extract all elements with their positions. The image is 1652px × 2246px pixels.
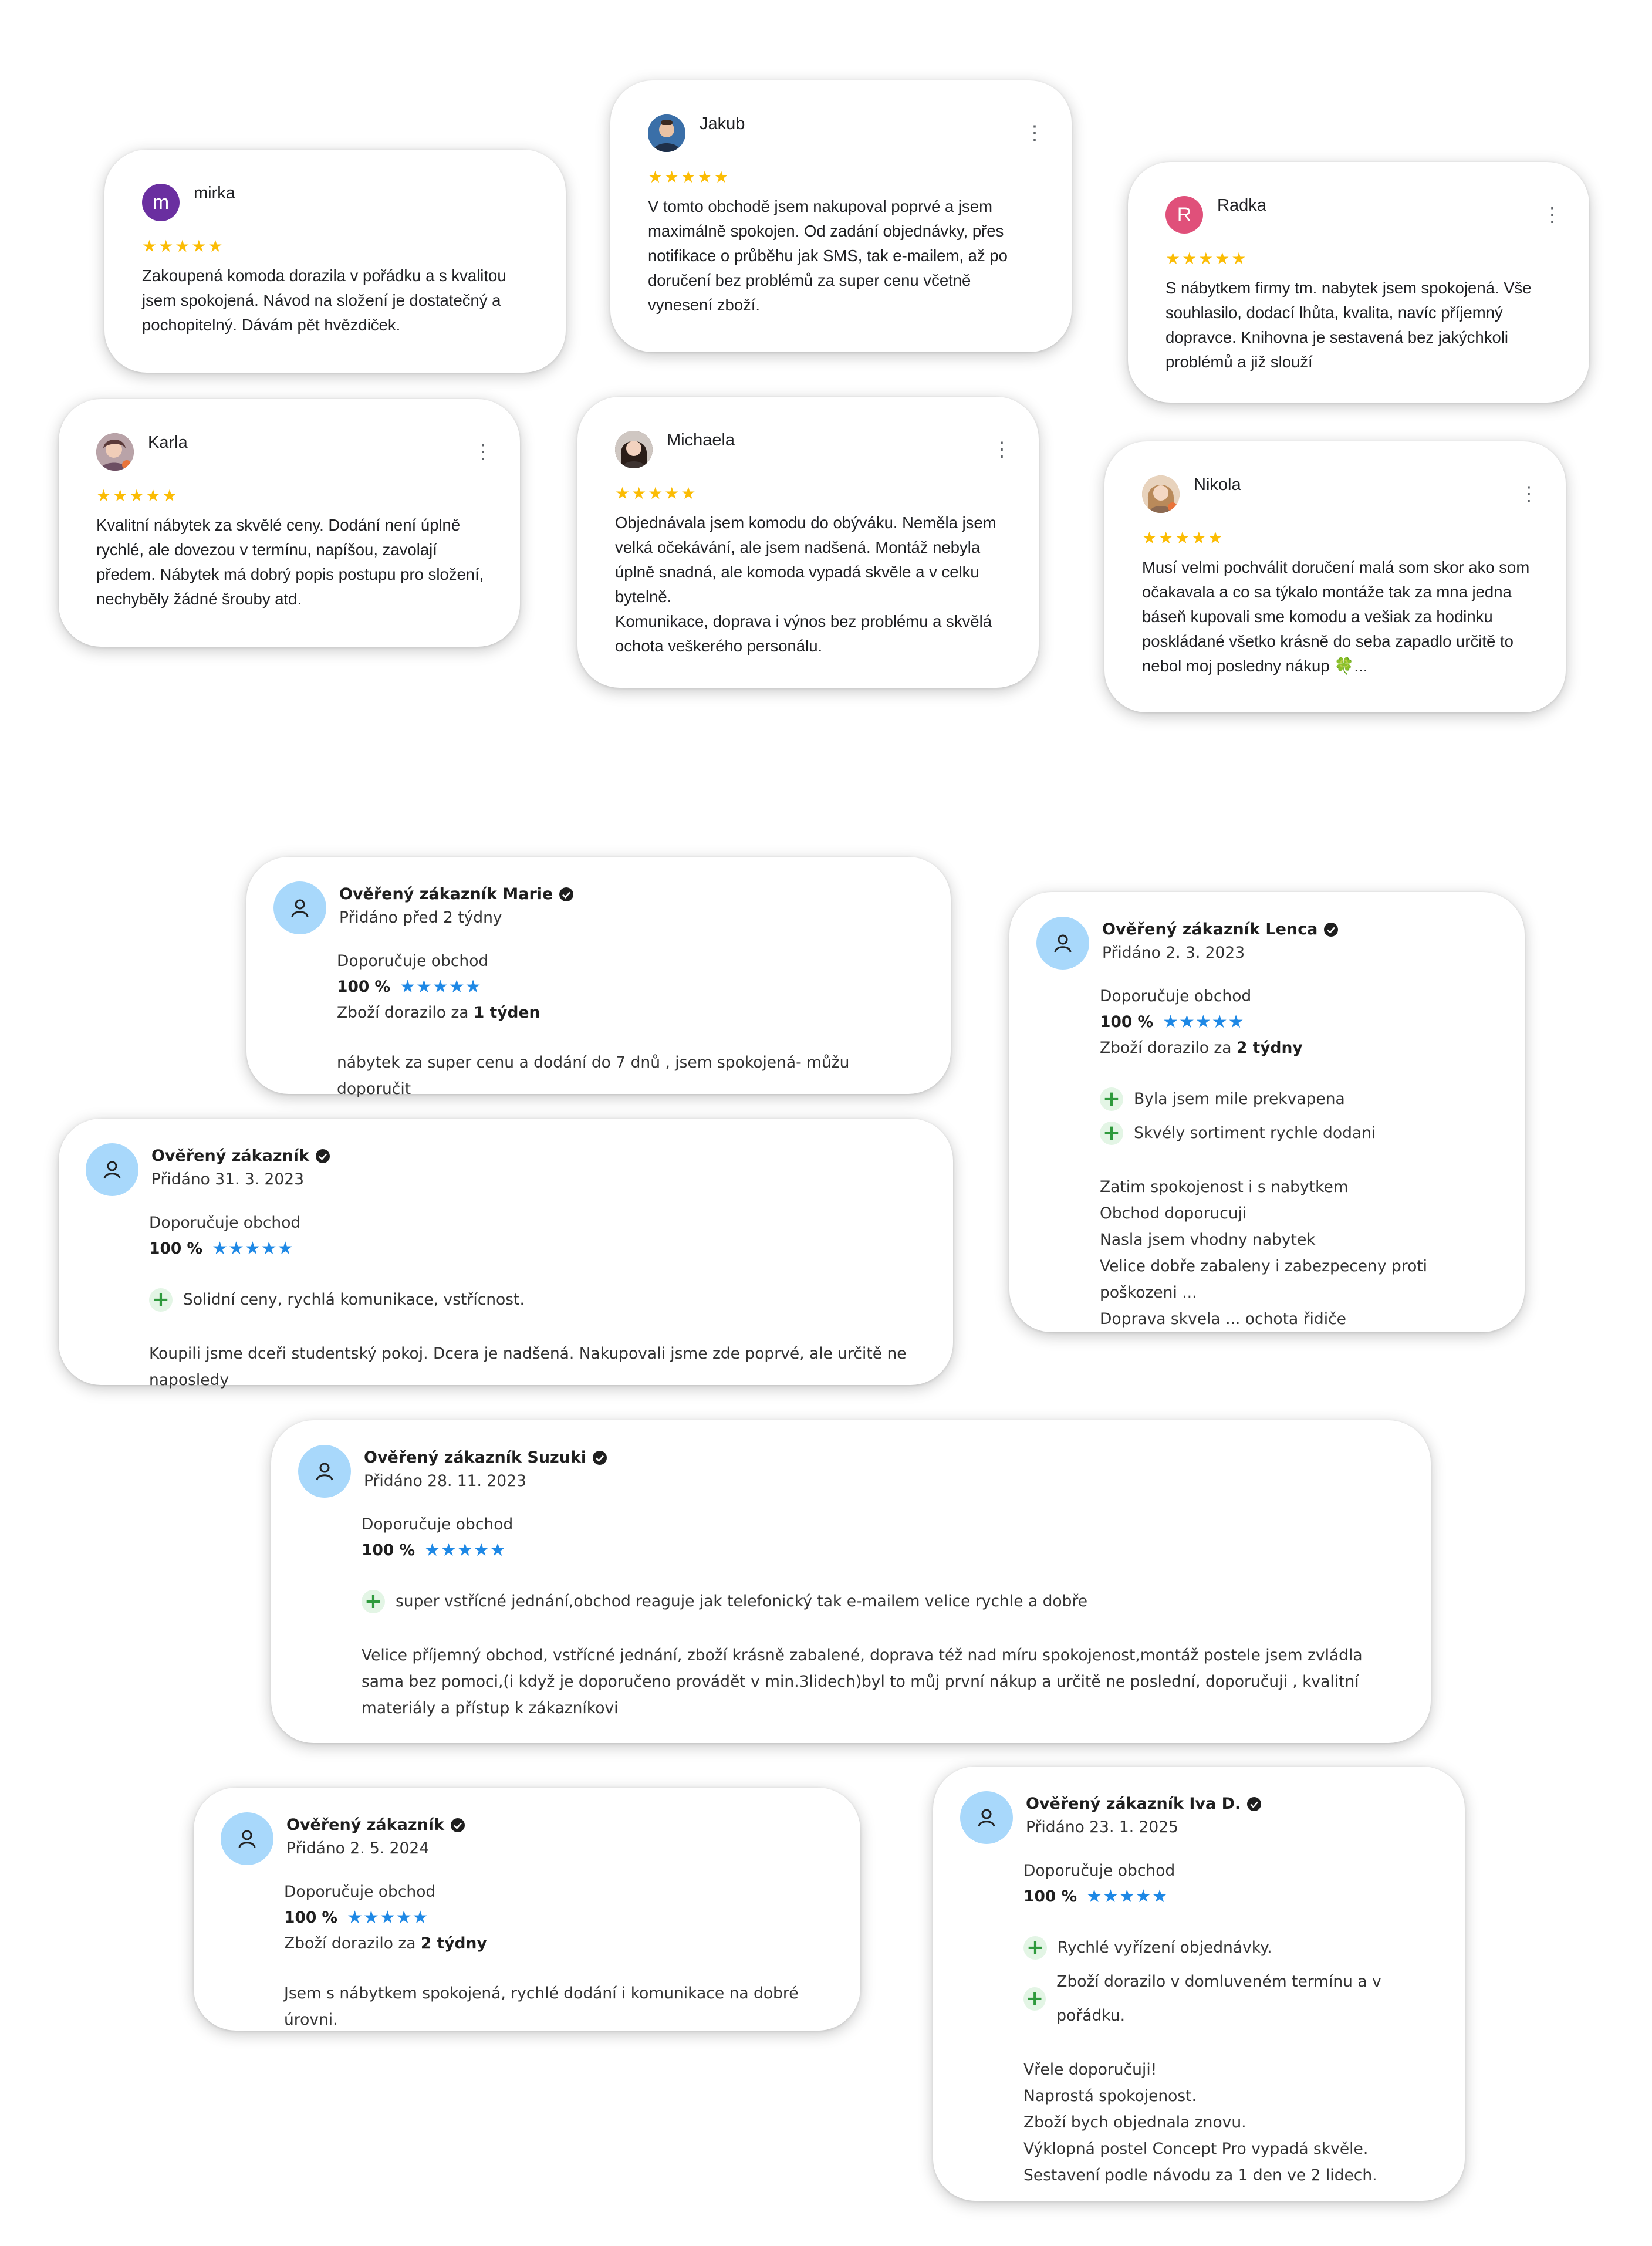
verified-review-card: [271, 1420, 1431, 1743]
person-photo-icon: [615, 431, 653, 468]
reviewer-name: Radka: [1217, 195, 1266, 215]
google-review-card: [610, 80, 1072, 352]
rating-stars: ★★★★★: [615, 484, 698, 502]
rating-stars: ★★★★★: [1142, 529, 1225, 547]
review-text: Koupili jsme dceři studentský pokoj. Dcera je nadšená. Nakupovali jsme zde poprvé, ale určitě ne naposledy: [149, 1345, 907, 1389]
review-text: Jsem s nábytkem spokojená, rychlé dodání i komunikace na dobré úrovni.: [284, 1984, 799, 2029]
verified-review-card: [933, 1767, 1465, 2201]
google-review-card: [1128, 162, 1589, 403]
person-photo-icon: [96, 433, 134, 471]
delivery-time: Zboží dorazilo za 1 týden: [337, 1004, 540, 1022]
rating-stars: ★★★★★: [1165, 249, 1248, 268]
rating-stars: ★★★★★: [1163, 1012, 1245, 1032]
delivery-time: Zboží dorazilo za 2 týdny: [1100, 1039, 1303, 1057]
recommend-percent: 100 %: [149, 1239, 203, 1258]
verified-check-icon: [315, 1149, 330, 1164]
plus-icon: +: [362, 1590, 385, 1613]
pro-item: + Solidní ceny, rychlá komunikace, vstřícnost.: [149, 1283, 926, 1317]
recommend-percent: 100 %: [337, 978, 391, 996]
rating-stars: ★★★★★: [347, 1907, 429, 1928]
avatar: [648, 114, 685, 152]
reviewer-title: Ověřený zákazník: [286, 1816, 444, 1834]
verified-review-card: [246, 857, 951, 1098]
review-date: Přidáno před 2 týdny: [339, 908, 502, 927]
recommends-label: Doporučuje obchod: [337, 952, 489, 970]
pro-item: + Rychlé vyřízení objednávky.: [1023, 1931, 1438, 1965]
pro-item: + Byla jsem mile prekvapena: [1100, 1082, 1498, 1116]
rating-stars: ★★★★★: [96, 487, 179, 505]
rating-stars: ★★★★★: [1086, 1886, 1168, 1907]
verified-check-icon: [592, 1450, 607, 1465]
plus-icon: +: [1100, 1087, 1123, 1111]
recommend-percent: 100 %: [362, 1541, 415, 1559]
avatar: R: [1165, 196, 1203, 234]
person-photo-icon: [1142, 475, 1180, 513]
google-review-card: [1104, 441, 1566, 712]
review-text: Zakoupená komoda dorazila v pořádku a s kvalitou jsem spokojená. Návod na složení je dostatečný a pochopitelný. Dávám pět hvězdiček.: [142, 266, 506, 334]
rating-stars: ★★★★★: [212, 1238, 294, 1259]
plus-icon: +: [149, 1288, 173, 1312]
verified-check-icon: [1246, 1796, 1262, 1812]
review-date: Přidáno 2. 5. 2024: [286, 1839, 430, 1857]
rating-stars: ★★★★★: [142, 237, 225, 255]
review-text: nábytek za super cenu a dodání do 7 dnů , jsem spokojená- můžu doporučit: [337, 1053, 850, 1098]
reviewer-title: Ověřený zákazník Marie: [339, 885, 553, 903]
user-icon: [221, 1812, 273, 1865]
review-text: Musí velmi pochválit doručení malá som skor ako som očakavala a co sa týkalo montáže tak za mna jedna báseň kupovali sme komodu a vešiak za hodinku poskládané všetko krásně do seba zapadlo určitě to nebol moj posledny nákup 🍀...: [1142, 558, 1530, 675]
more-options-icon[interactable]: ⋮: [1519, 483, 1539, 505]
google-review-card: [59, 399, 520, 647]
rating-stars: ★★★★★: [400, 977, 482, 997]
user-icon: [960, 1791, 1013, 1844]
review-date: Přidáno 31. 3. 2023: [151, 1170, 304, 1188]
reviewer-name: mirka: [194, 183, 235, 202]
more-options-icon[interactable]: ⋮: [992, 438, 1012, 461]
user-icon: [298, 1445, 351, 1498]
avatar: [1142, 475, 1180, 513]
avatar: [615, 431, 653, 468]
recommend-percent: 100 %: [1100, 1013, 1154, 1031]
review-text: S nábytkem firmy tm. nabytek jsem spokojená. Vše souhlasilo, dodací lhůta, kvalita, navíc příjemný dopravce. Knihovna je sestavená bez jakýchkoli problémů a již slouží: [1165, 279, 1532, 371]
pro-item: + Zboží dorazilo v domluveném termínu a v pořádku.: [1023, 1965, 1438, 2033]
person-photo-icon: [648, 114, 685, 152]
rating-stars: ★★★★★: [424, 1540, 506, 1561]
review-text: Zatim spokojenost i s nabytkem Obchod doporucuji Nasla jsem vhodny nabytek Velice dobře zabaleny i zabezpeceny proti poškozeni ... Doprava skvela ... ochota řidiče: [1100, 1178, 1428, 1328]
review-date: Přidáno 23. 1. 2025: [1026, 1818, 1178, 1836]
review-text: V tomto obchodě jsem nakupoval poprvé a jsem maximálně spokojen. Od zadání objednávky, přes notifikace o průběhu jak SMS, tak e-mailem, až po doručení bez problémů za super cenu včetně vynesení zboží.: [648, 197, 1008, 314]
plus-icon: +: [1100, 1122, 1123, 1145]
recommends-label: Doporučuje obchod: [284, 1883, 436, 1901]
verified-review-card: [1009, 892, 1525, 1332]
reviewer-name: Karla: [148, 433, 188, 452]
more-options-icon[interactable]: ⋮: [1025, 122, 1045, 144]
verified-check-icon: [450, 1818, 465, 1833]
pro-item: + super vstřícné jednání,obchod reaguje jak telefonický tak e-mailem velice rychle a dobře: [362, 1585, 1380, 1619]
avatar: [96, 433, 134, 471]
google-review-card: [104, 150, 566, 373]
recommend-percent: 100 %: [284, 1909, 338, 1927]
recommend-percent: 100 %: [1023, 1887, 1077, 1906]
review-text: Objednávala jsem komodu do obýváku. Neměla jsem velká očekávání, ale jsem nadšená. Montáž nebyla úplně snadná, ale komoda vypadá skvěle a v celku bytelně. Komunikace, doprava i výnos bez problému a skvělá ochota veškerého personálu.: [615, 514, 996, 655]
rating-stars: ★★★★★: [648, 168, 731, 186]
review-date: Přidáno 2. 3. 2023: [1102, 944, 1245, 962]
reviewer-title: Ověřený zákazník Suzuki: [364, 1448, 587, 1467]
review-date: Přidáno 28. 11. 2023: [364, 1472, 526, 1490]
user-icon: [273, 881, 326, 934]
review-text: Velice příjemný obchod, vstřícné jednání, zboží krásně zabalené, doprava též nad míru spokojenost,montáž postele jsem zvládla sama bez pomoci,(i když je doporučeno provádět v min.3lidech)byl to můj první nákup a určitě ne poslední, doporučuji , kvalitní materiály a přístup k zákazníkovi: [362, 1646, 1363, 1717]
reviewer-name: Nikola: [1194, 475, 1241, 494]
more-options-icon[interactable]: ⋮: [473, 441, 493, 463]
reviewer-title: Ověřený zákazník Iva D.: [1026, 1795, 1241, 1813]
recommends-label: Doporučuje obchod: [149, 1214, 301, 1232]
reviewer-name: Jakub: [700, 114, 745, 133]
pro-item: + Skvély sortiment rychle dodani: [1100, 1116, 1498, 1150]
more-options-icon[interactable]: ⋮: [1542, 204, 1562, 226]
recommends-label: Doporučuje obchod: [1023, 1862, 1175, 1880]
recommends-label: Doporučuje obchod: [362, 1515, 513, 1534]
reviewer-name: Michaela: [667, 430, 735, 450]
user-icon: [1036, 917, 1089, 970]
plus-icon: +: [1023, 1936, 1047, 1960]
verified-review-card: [59, 1119, 953, 1389]
verified-check-icon: [559, 887, 574, 902]
review-text: Vřele doporučuji! Naprostá spokojenost. Zboží bych objednala znovu. Výklopná postel Concept Pro vypadá skvěle. Sestavení podle návodu za 1 den ve 2 lidech.: [1023, 2061, 1377, 2184]
delivery-time: Zboží dorazilo za 2 týdny: [284, 1934, 487, 1953]
recommends-label: Doporučuje obchod: [1100, 987, 1252, 1005]
verified-review-card: [194, 1788, 860, 2031]
reviewer-title: Ověřený zákazník Lenca: [1102, 920, 1318, 938]
avatar: m: [142, 184, 180, 221]
review-text: Kvalitní nábytek za skvělé ceny. Dodání není úplně rychlé, ale dovezou v termínu, napíšou, zavolají předem. Nábytek má dobrý popis postupu pro složení, nechyběly žádné šrouby atd.: [96, 516, 484, 608]
reviewer-title: Ověřený zákazník: [151, 1147, 309, 1165]
verified-check-icon: [1323, 922, 1339, 937]
google-review-card: [577, 397, 1039, 688]
plus-icon: +: [1023, 1987, 1046, 2011]
user-icon: [86, 1143, 138, 1196]
